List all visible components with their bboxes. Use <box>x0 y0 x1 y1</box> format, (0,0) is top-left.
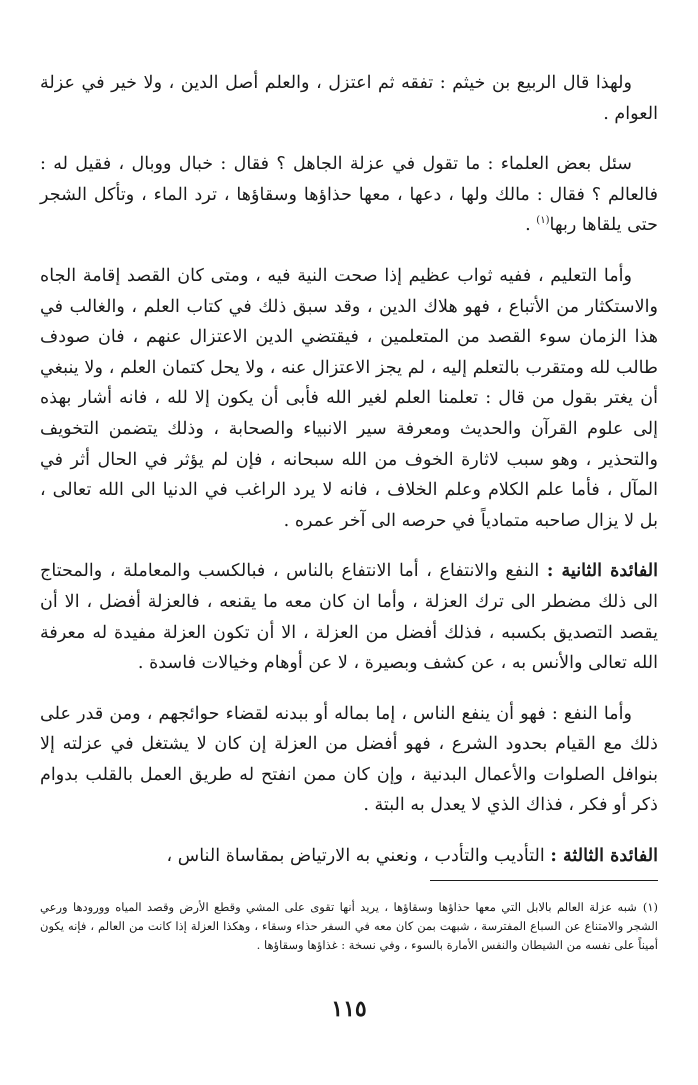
footnote-divider <box>430 880 658 881</box>
section-heading-third-benefit: الفائدة الثالثة : <box>550 845 658 867</box>
page-number: ١١٥ <box>331 996 367 1022</box>
paragraph-1 <box>40 68 658 129</box>
paragraph-3 <box>40 261 658 536</box>
paragraph-3-text: وأما التعليم ، ففيه ثواب عظيم إذا صحت النية فيه ، ومتى كان القصد إقامة الجاه والاستكثار من الأتباع ، فهو هلاك الدين ، وقد سبق ذلك في كتاب العلم ، والغالب في هذا الزمان سوء القصد من المتعلمين ، فيقتضي الدين الاعتزال عنهم ، فان صودف طالب لله ومتقرب بالتعلم إليه ، لم يجز الاعتزال عنه ، ولا يحل كتمان العلم ، ولا ينبغي أن يغتر بقول من قال : تعلمنا العلم لغير الله فأبى أن يكون إلا لله ، فانه أشار بهذه إلى علوم القرآن والحديث ومعرفة سير الانبياء والصحابة ، وذلك يتضمن التخويف والتحذير ، وهو سبب لاثارة الخوف من الله سبحانه ، فإن لم يؤثر في الحال أثر في المآل ، فأما علم الكلام وعلم الخلاف ، فانه لا يرد الراغب في الدنيا الى الله تعالى ، بل لا يزال صاحبه متمادياً في حرصه الى آخر عمره . <box>40 265 658 531</box>
paragraph-2-text: سئل بعض العلماء : ما تقول في عزلة الجاهل ؟ فقال : خبال ووبال ، فقيل له : فالعالم ؟ فقال : مالك ولها ، دعها ، معها حذاؤها وسقاؤها ، ترد الماء ، وتأكل الشجر حتى يلقاها ربها <box>40 154 658 236</box>
page-body <box>40 68 658 892</box>
section-heading-second-benefit: الفائدة الثانية : <box>546 560 658 582</box>
paragraph-6-text: التأديب والتأدب ، ونعني به الارتياض بمقاساة الناس ، <box>166 846 551 867</box>
paragraph-4-text: النفع والانتفاع ، أما الانتفاع بالناس ، فبالكسب والمعاملة ، والمحتاج الى ذلك مضطر الى ترك العزلة ، وأما ان كان معه ما يقنعه ، فالعزلة أفضل ، الا أن يقصد التصديق بكسبه ، فذلك أفضل من العزلة ، الا أن تكون العزلة مفيدة له معرفة الله تعالى والأنس به ، عن كشف وبصيرة ، لا عن أوهام وخيالات فاسدة . <box>40 561 658 674</box>
footnote-reference[interactable]: (١) <box>536 215 550 227</box>
footnotes <box>40 898 658 955</box>
paragraph-5-text: وأما النفع : فهو أن ينفع الناس ، إما بماله أو ببدنه لقضاء حوائجهم ، ومن قدر على ذلك مع القيام بحدود الشرع ، فهو أفضل من العزلة إن كان لا يشتغل في عزلته إلا بنوافل الصلوات والأعمال البدنية ، وإن كان ممن انفتح له طريق العمل بالقلب بدوام ذكر أو فكر ، فذاك الذي لا يعدل به البتة . <box>40 703 658 816</box>
footnote-marker: (١) <box>642 900 658 914</box>
paragraph-6 <box>40 841 658 872</box>
paragraph-5 <box>40 699 658 821</box>
paragraph-1-text: ولهذا قال الربيع بن خيثم : تفقه ثم اعتزل ، والعلم أصل الدين ، ولا خير في عزلة العوام . <box>40 73 658 124</box>
paragraph-2 <box>40 149 658 241</box>
paragraph-4 <box>40 556 658 678</box>
paragraph-2-text-end: . <box>525 215 537 236</box>
footnote-text: شبه عزلة العالم بالابل التي معها حذاؤها وسقاؤها ، يريد أنها تقوى على المشي وقطع الأرض وقصد المياه وورودها ورعي الشجر والامتناع عن السباع المفترسة ، شبهت بمن كان معه في السفر حذاء وسقاء ، وهكذا العزلة إذا كانت من العالم ، فإنه يكون أميناً على نفسه من الشيطان والنفس الأمارة بالسوء ، وفي نسخة : غذاؤها وسقاؤها . <box>40 900 658 952</box>
